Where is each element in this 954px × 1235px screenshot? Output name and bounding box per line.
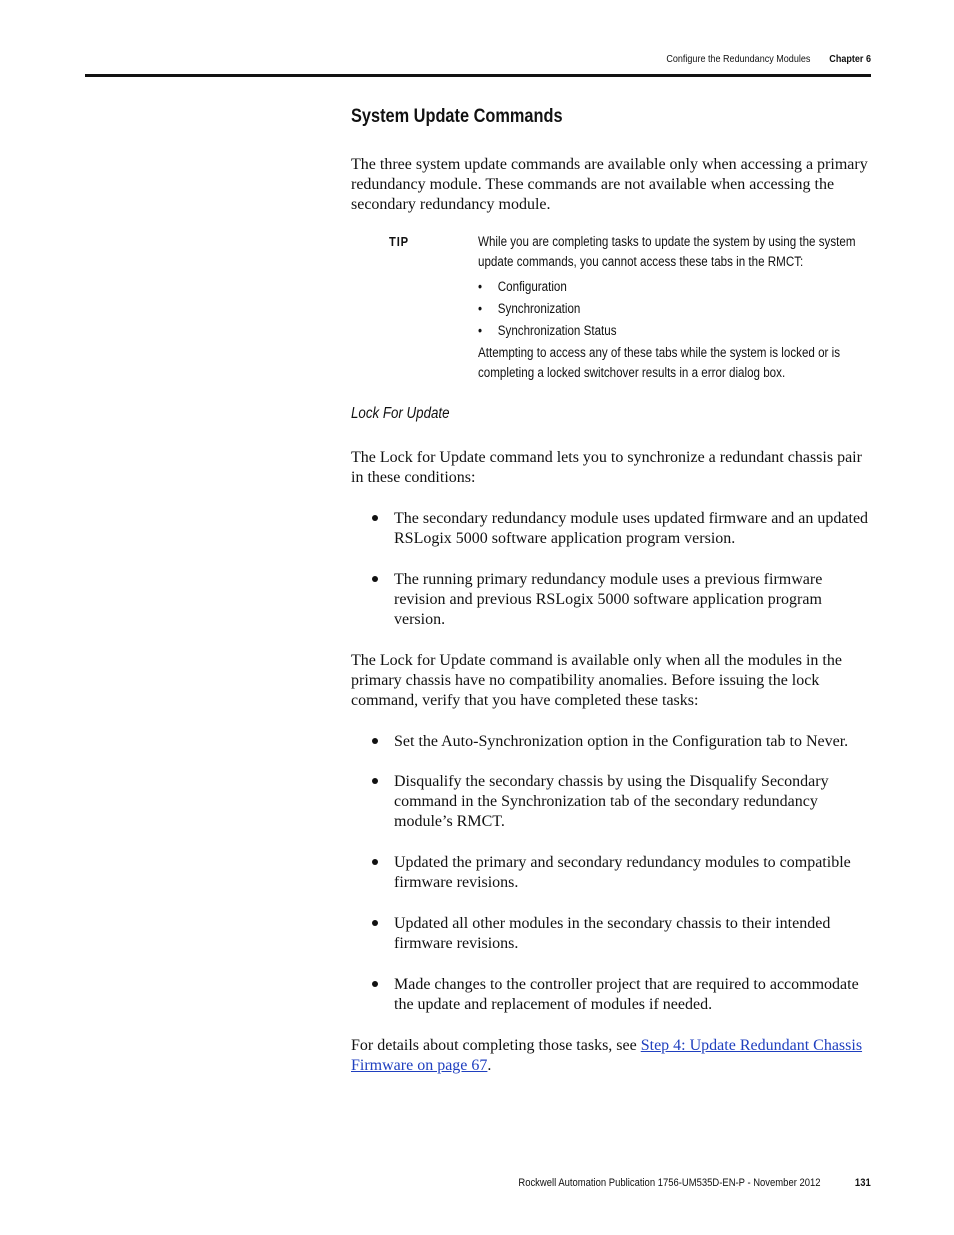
bullet-dot <box>372 738 378 744</box>
task-text: Updated the primary and secondary redundancy modules to compatible firmware revisions. <box>394 854 851 891</box>
running-header <box>666 53 871 65</box>
tip-item-label: Synchronization <box>497 301 581 316</box>
task-item <box>372 975 872 1015</box>
task-item <box>372 772 872 832</box>
bullet-dot <box>372 981 378 987</box>
condition-item <box>372 570 872 630</box>
task-text: Updated all other modules in the secondary chassis to their intended firmware revisions. <box>394 915 831 952</box>
header-rule <box>85 74 871 77</box>
tip-item-label: Configuration <box>497 279 567 294</box>
page-number: 131 <box>855 1177 871 1189</box>
bullet-dot <box>372 859 378 865</box>
closing-paragraph <box>351 1036 871 1076</box>
tip-note-line2: completing a locked switchover results in a error dialog box. <box>478 365 786 380</box>
condition-text: The running primary redundancy module uses a previous firmware revision and previous RSLogix 5000 software application program version. <box>394 571 823 628</box>
tip-text-line2: update commands, you cannot access these tabs in the RMCT: <box>478 254 804 269</box>
bullet-dot <box>372 576 378 582</box>
header-section-title: Configure the Redundancy Modules <box>666 53 811 65</box>
bullet-dot <box>372 778 378 784</box>
bullet-dot <box>372 515 378 521</box>
tip-text <box>478 232 856 272</box>
task-item <box>372 914 872 954</box>
header-chapter: Chapter 6 <box>829 53 871 65</box>
condition-text: The secondary redundancy module uses updated firmware and an updated RSLogix 5000 software application program version. <box>394 510 869 547</box>
closing-prefix: For details about completing those tasks, see <box>351 1037 641 1054</box>
page-footer <box>519 1177 871 1189</box>
task-text: Disqualify the secondary chassis by using the Disqualify Secondary command in the Synchronization tab of the secondary redundancy module’s RMCT. <box>394 773 829 830</box>
footer-publication: Rockwell Automation Publication 1756-UM535D-EN-P - November 2012 <box>518 1177 821 1189</box>
tip-label: TIP <box>389 234 409 249</box>
closing-suffix: . <box>487 1057 492 1074</box>
section-heading: System Update Commands <box>351 106 563 127</box>
task-text: Made changes to the controller project that are required to accommodate the update and replacement of modules if needed. <box>394 976 859 1013</box>
bullet-dot <box>372 920 378 926</box>
tip-text-line1: While you are completing tasks to update the system by using the system <box>478 234 856 249</box>
tip-list-item: • Synchronization Status <box>478 323 617 338</box>
cross-reference-link[interactable]: Step 4: Update Redundant Chassis Firmware on page 67 <box>351 1037 863 1074</box>
task-item <box>372 853 872 893</box>
condition-item <box>372 509 872 549</box>
task-item <box>372 732 872 752</box>
tip-list-item: • Synchronization <box>478 301 581 316</box>
tip-note-line1: Attempting to access any of these tabs while the system is locked or is <box>478 345 841 360</box>
task-text: Set the Auto-Synchronization option in the Configuration tab to Never. <box>394 733 849 750</box>
lock-intro-paragraph: The Lock for Update command lets you to synchronize a redundant chassis pair in these conditions: <box>351 449 862 486</box>
subheading-lock-for-update: Lock For Update <box>351 405 450 422</box>
intro-paragraph: The three system update commands are available only when accessing a primary redundancy module. These commands are not available when accessing the secondary redundancy module. <box>351 156 868 213</box>
tip-item-label: Synchronization Status <box>497 323 617 338</box>
tip-note <box>478 343 856 383</box>
tip-list-item: • Configuration <box>478 279 567 294</box>
availability-paragraph: The Lock for Update command is available only when all the modules in the primary chassis have no compatibility anomalies. Before issuing the lock command, verify that you have completed these tasks: <box>351 652 842 709</box>
